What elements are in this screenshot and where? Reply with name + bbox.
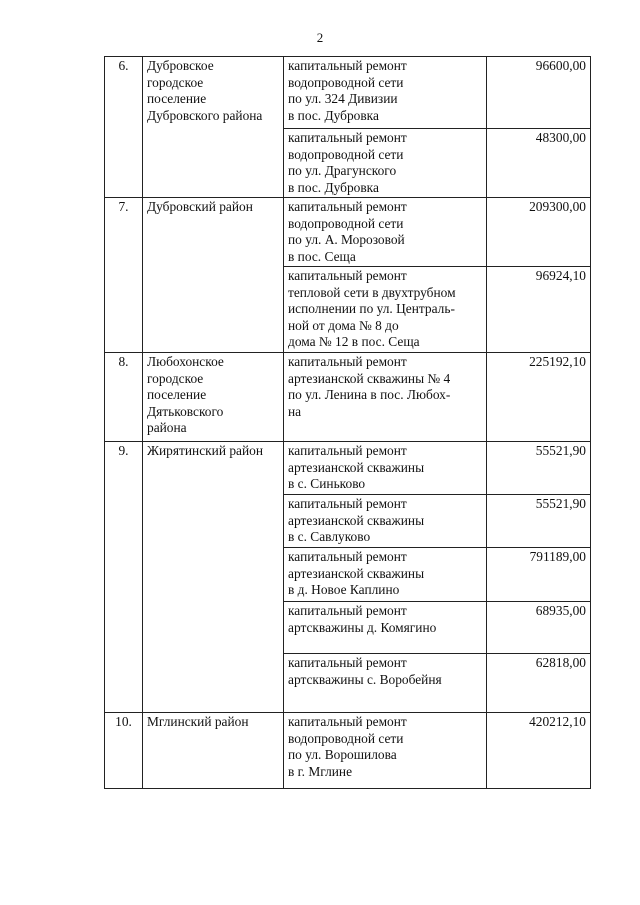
table-row	[105, 442, 591, 495]
row-number: 9.	[105, 442, 143, 713]
work-description: капитальный ремонт артскважины с. Воробейня	[284, 654, 487, 713]
amount: 420212,10	[487, 713, 591, 789]
work-description: капитальный ремонт артскважины д. Комягино	[284, 602, 487, 654]
amount: 48300,00	[487, 129, 591, 198]
work-description: капитальный ремонт водопроводной сети по ул. Ворошилова в г. Мглине	[284, 713, 487, 789]
table-row	[105, 57, 591, 129]
row-number: 8.	[105, 353, 143, 442]
page-number: 2	[316, 30, 324, 45]
amount: 55521,90	[487, 495, 591, 548]
row-number: 7.	[105, 198, 143, 353]
municipality-name: Дубровский район	[143, 198, 284, 353]
row-number: 10.	[105, 713, 143, 789]
municipality-name: Мглинский район	[143, 713, 284, 789]
municipality-name: Дубровское городское поселение Дубровского района	[143, 57, 284, 198]
work-description: капитальный ремонт артезианской скважины № 4 по ул. Ленина в пос. Любох- на	[284, 353, 487, 442]
amount: 209300,00	[487, 198, 591, 267]
municipality-name: Любохонское городское поселение Дятьковского района	[143, 353, 284, 442]
amount: 225192,10	[487, 353, 591, 442]
work-description: капитальный ремонт водопроводной сети по ул. 324 Дивизии в пос. Дубровка	[284, 57, 487, 129]
amount: 96924,10	[487, 267, 591, 353]
amount: 55521,90	[487, 442, 591, 495]
work-description: капитальный ремонт водопроводной сети по ул. Драгунского в пос. Дубровка	[284, 129, 487, 198]
amount: 791189,00	[487, 548, 591, 602]
funding-table	[104, 56, 591, 789]
amount: 62818,00	[487, 654, 591, 713]
amount: 96600,00	[487, 57, 591, 129]
work-description: капитальный ремонт артезианской скважины в с. Савлуково	[284, 495, 487, 548]
work-description: капитальный ремонт тепловой сети в двухтрубном исполнении по ул. Централь- ной от дома № 8 до дома № 12 в пос. Сеща	[284, 267, 487, 353]
work-description: капитальный ремонт артезианской скважины в с. Синьково	[284, 442, 487, 495]
table-row	[105, 198, 591, 267]
table-row	[105, 713, 591, 789]
table-row	[105, 353, 591, 442]
work-description: капитальный ремонт водопроводной сети по ул. А. Морозовой в пос. Сеща	[284, 198, 487, 267]
municipality-name: Жирятинский район	[143, 442, 284, 713]
amount: 68935,00	[487, 602, 591, 654]
work-description: капитальный ремонт артезианской скважины в д. Новое Каплино	[284, 548, 487, 602]
row-number: 6.	[105, 57, 143, 198]
